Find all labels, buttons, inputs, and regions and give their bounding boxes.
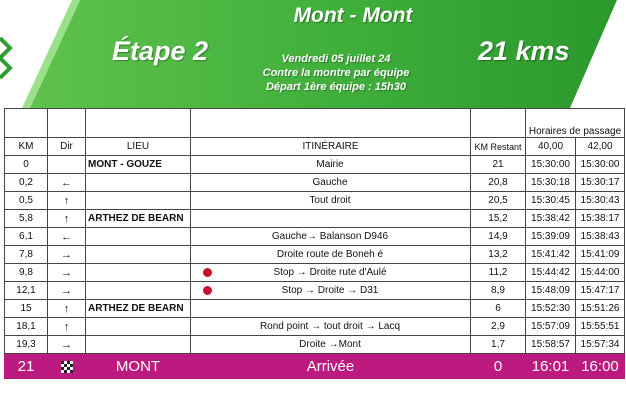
cell-km-restant: 6 (471, 300, 526, 318)
cell-itineraire (191, 174, 471, 192)
cell-time-42: 15:41:09 (576, 246, 625, 264)
col-km-restant: KM Restant (471, 138, 526, 156)
cell-km: 6,1 (5, 228, 48, 246)
arrow-up-icon: ↑ (48, 318, 86, 336)
cell-itineraire (191, 300, 471, 318)
checkered-flag-icon (61, 361, 73, 373)
empty-cell (5, 109, 48, 138)
stage-info (236, 52, 436, 94)
arrow-up-icon: ↑ (48, 210, 86, 228)
cell-km-restant: 21 (471, 156, 526, 174)
empty-cell (471, 109, 526, 138)
arrow-up-icon: ↑ (48, 192, 86, 210)
empty-dir (48, 156, 86, 174)
itineraire-text: Stop → Droite rute d'Aulé (273, 267, 387, 278)
cell-lieu: MONT - GOUZE (86, 156, 191, 174)
stage-distance: 21 kms (478, 36, 570, 66)
arrow-left-icon: ← (48, 228, 86, 246)
table-row (5, 318, 625, 336)
cell-lieu (86, 228, 191, 246)
col-speed-40: 40,00 (526, 138, 576, 156)
itineraire-text: Stop → Droite → D31 (281, 285, 379, 296)
roadbook-table (4, 108, 625, 379)
empty-cell (86, 109, 191, 138)
cell-km-restant: 1,7 (471, 336, 526, 354)
col-lieu: LIEU (86, 138, 191, 156)
finish-flag-cell (48, 354, 86, 379)
empty-cell (48, 109, 86, 138)
cell-km: 15 (5, 300, 48, 318)
cell-itineraire (191, 282, 471, 300)
itineraire-text: Droite route de Boneh é (276, 249, 384, 260)
finish-lieu: MONT (86, 354, 191, 379)
cell-time-42: 15:44:00 (576, 264, 625, 282)
cell-itineraire (191, 318, 471, 336)
cell-km: 0,5 (5, 192, 48, 210)
cell-time-40: 15:52:30 (526, 300, 576, 318)
stop-sign-icon (203, 268, 212, 277)
cell-time-42: 15:47:17 (576, 282, 625, 300)
col-speed-42: 42,00 (576, 138, 625, 156)
cell-itineraire (191, 192, 471, 210)
cell-time-42: 15:30:17 (576, 174, 625, 192)
cell-itineraire (191, 210, 471, 228)
stage-start: Départ 1ère équipe : 15h30 (265, 81, 406, 93)
itineraire-text: Gauche (312, 177, 348, 188)
cell-time-42: 15:57:34 (576, 336, 625, 354)
cell-km-restant: 20,8 (471, 174, 526, 192)
table-top-row (5, 109, 625, 138)
table-row (5, 246, 625, 264)
col-dir: Dir (48, 138, 86, 156)
arrow-right-icon: → (48, 264, 86, 282)
table-row (5, 210, 625, 228)
cell-km: 9,8 (5, 264, 48, 282)
table-row (5, 264, 625, 282)
arrow-right-icon: → (48, 246, 86, 264)
cell-lieu (86, 282, 191, 300)
cell-km: 7,8 (5, 246, 48, 264)
cell-km-restant: 8,9 (471, 282, 526, 300)
cell-itineraire (191, 246, 471, 264)
arrow-right-icon: → (48, 282, 86, 300)
cell-itineraire (191, 264, 471, 282)
cell-time-42: 15:30:00 (576, 156, 625, 174)
col-itineraire: ITINÉRAIRE (191, 138, 471, 156)
itineraire-text: Tout droit (309, 195, 351, 206)
stage-date: Vendredi 05 juillet 24 (281, 53, 391, 65)
cell-lieu (86, 246, 191, 264)
cell-time-40: 15:39:09 (526, 228, 576, 246)
cell-km: 0 (5, 156, 48, 174)
cell-time-42: 15:38:43 (576, 228, 625, 246)
cell-itineraire (191, 228, 471, 246)
cell-km-restant: 14,9 (471, 228, 526, 246)
cell-itineraire (191, 336, 471, 354)
empty-cell (191, 109, 471, 138)
table-row (5, 282, 625, 300)
stop-sign-icon (203, 286, 212, 295)
finish-time-42: 16:00 (576, 354, 625, 379)
cell-time-40: 15:30:18 (526, 174, 576, 192)
finish-time-40: 16:01 (526, 354, 576, 379)
cell-time-40: 15:58:57 (526, 336, 576, 354)
cell-lieu (86, 336, 191, 354)
cell-time-42: 15:55:51 (576, 318, 625, 336)
cell-lieu (86, 192, 191, 210)
cell-time-40: 15:48:09 (526, 282, 576, 300)
itineraire-text: Mairie (316, 159, 344, 170)
finish-km: 21 (5, 354, 48, 379)
itineraire-text: Rond point → tout droit → Lacq (259, 321, 401, 332)
table-row (5, 336, 625, 354)
table-row (5, 156, 625, 174)
cell-time-40: 15:30:00 (526, 156, 576, 174)
cell-lieu (86, 318, 191, 336)
finish-km-restant: 0 (471, 354, 526, 379)
cell-lieu: ARTHEZ DE BEARN (86, 210, 191, 228)
cell-km: 19,3 (5, 336, 48, 354)
table-row (5, 228, 625, 246)
cell-km: 0,2 (5, 174, 48, 192)
table-header-row (5, 138, 625, 156)
cell-km: 5,8 (5, 210, 48, 228)
cell-time-42: 15:30:43 (576, 192, 625, 210)
cell-km: 18,1 (5, 318, 48, 336)
cell-lieu (86, 264, 191, 282)
itineraire-text: Droite →Mont (299, 339, 361, 350)
finish-itineraire: Arrivée (191, 354, 471, 379)
cell-time-40: 15:41:42 (526, 246, 576, 264)
cell-lieu (86, 174, 191, 192)
chevron-right-icon (0, 36, 14, 86)
cell-lieu: ARTHEZ DE BEARN (86, 300, 191, 318)
stage-format: Contre la montre par équipe (262, 67, 410, 79)
stage-number: Étape 2 (112, 36, 209, 66)
cell-itineraire (191, 156, 471, 174)
arrow-up-icon: ↑ (48, 300, 86, 318)
itineraire-text: Gauche→ Balanson D946 (271, 231, 389, 242)
cell-km-restant: 2,9 (471, 318, 526, 336)
cell-km-restant: 11,2 (471, 264, 526, 282)
cell-km: 12,1 (5, 282, 48, 300)
table-row (5, 174, 625, 192)
cell-time-40: 15:30:45 (526, 192, 576, 210)
cell-time-40: 15:57:09 (526, 318, 576, 336)
cell-time-40: 15:38:42 (526, 210, 576, 228)
finish-row (5, 354, 625, 379)
arrow-left-icon: ← (48, 174, 86, 192)
cell-time-42: 15:51:26 (576, 300, 625, 318)
cell-time-42: 15:38:17 (576, 210, 625, 228)
cell-km-restant: 13,2 (471, 246, 526, 264)
horaires-header: Horaires de passage (526, 109, 625, 138)
arrow-right-icon: → (48, 336, 86, 354)
cell-km-restant: 15,2 (471, 210, 526, 228)
table-row (5, 300, 625, 318)
stage-route-title: Mont - Mont (293, 4, 413, 27)
table-row (5, 192, 625, 210)
col-km: KM (5, 138, 48, 156)
cell-time-40: 15:44:42 (526, 264, 576, 282)
cell-km-restant: 20,5 (471, 192, 526, 210)
